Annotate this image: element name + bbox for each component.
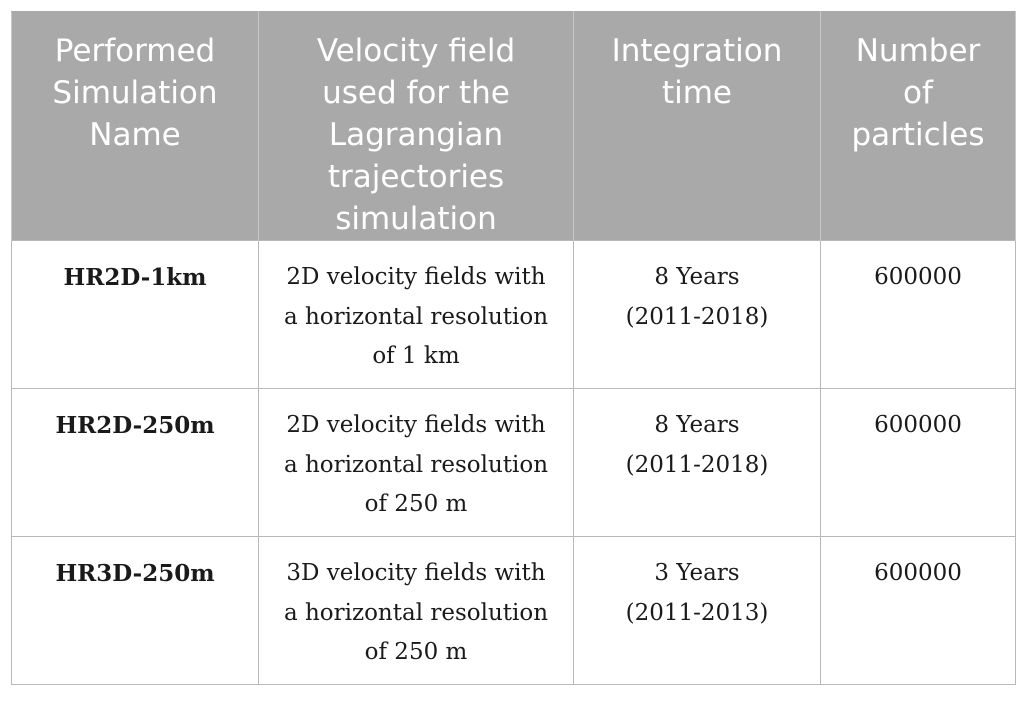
integration-time-cell: 3 Years (2011-2013): [574, 537, 821, 685]
simulation-table: [11, 11, 1016, 685]
particles-cell: 600000: [821, 241, 1016, 389]
integration-time-cell: 8 Years (2011-2018): [574, 241, 821, 389]
header-number-of-particles: Number of particles: [821, 12, 1016, 241]
header-integration-time: Integration time: [574, 12, 821, 241]
header-simulation-name: Performed Simulation Name: [12, 12, 259, 241]
velocity-field-cell: 2D velocity fields with a horizontal resolution of 250 m: [259, 389, 574, 537]
velocity-field-cell: 3D velocity fields with a horizontal resolution of 250 m: [259, 537, 574, 685]
simulation-table-container: [11, 11, 1015, 685]
table-row: [12, 241, 1016, 389]
particles-cell: 600000: [821, 537, 1016, 685]
simulation-name-cell: HR2D-1km: [12, 241, 259, 389]
integration-time-cell: 8 Years (2011-2018): [574, 389, 821, 537]
table-row: [12, 389, 1016, 537]
simulation-name-cell: HR3D-250m: [12, 537, 259, 685]
table-row: [12, 537, 1016, 685]
simulation-name-cell: HR2D-250m: [12, 389, 259, 537]
header-velocity-field: Velocity field used for the Lagrangian trajectories simulation: [259, 12, 574, 241]
velocity-field-cell: 2D velocity fields with a horizontal resolution of 1 km: [259, 241, 574, 389]
particles-cell: 600000: [821, 389, 1016, 537]
header-row: [12, 12, 1016, 241]
